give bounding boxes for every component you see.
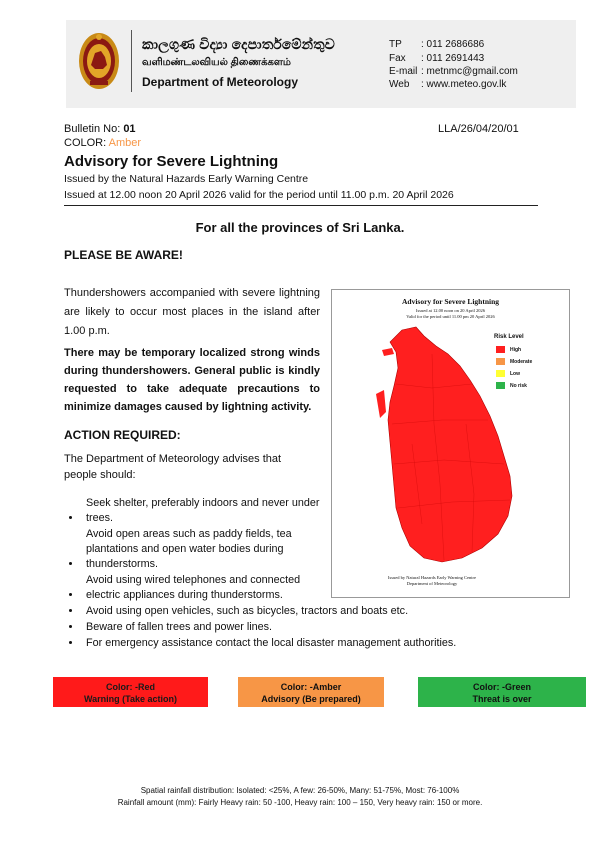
contact-label-web: Web — [389, 79, 410, 90]
warning-red-title: Color: -Red — [106, 682, 155, 692]
issued-at: Issued at 12.00 noon 20 April 2026 valid for the period until 11.00 p.m. 20 April 2026 — [64, 189, 454, 201]
bulletin-number-value: 01 — [123, 123, 136, 135]
divider-line — [64, 205, 538, 206]
warning-red-description: Warning (Take action) — [83, 694, 177, 704]
warning-green-title: Color: -Green — [472, 682, 531, 692]
bulletin-title: Advisory for Severe Lightning — [64, 153, 279, 170]
department-name-english: Department of Meteorology — [142, 75, 299, 89]
contact-label-email: E-mail — [389, 66, 418, 77]
warning-green-description: Threat is over — [472, 694, 532, 704]
contact-label-fax: Fax — [389, 53, 406, 64]
bulletin-number — [64, 123, 136, 135]
list-item: • Beware of fallen trees and power lines. — [82, 620, 552, 635]
provinces-heading: For all the provinces of Sri Lanka. — [195, 220, 405, 235]
footer-spatial-distribution: Spatial rainfall distribution: Isolated: <25%, A few: 26-50%, Many: 51-75%, Most: 76-100% — [140, 786, 460, 795]
warning-box-red — [53, 677, 208, 707]
legend-swatch-no-risk — [496, 382, 505, 389]
jaffna-islands-shape — [382, 348, 394, 356]
sri-lanka-emblem-logo — [77, 31, 121, 91]
contact-value-tp: : 011 2686686 — [421, 39, 485, 50]
bulletin-number-label: Bulletin No: — [64, 123, 124, 135]
action-required-heading: ACTION REQUIRED: — [64, 428, 181, 442]
header-divider — [131, 30, 132, 92]
map-footer-issued-by: Issued by Natural Hazards Early Warning Centre — [387, 575, 477, 580]
issued-by: Issued by the Natural Hazards Early Warning Centre — [64, 173, 309, 185]
legend-swatch-low — [496, 370, 505, 377]
legend-label-high: High — [510, 347, 522, 353]
contact-value-fax: : 011 2691443 — [421, 53, 485, 64]
map-subtitle-valid: Valid for the period until 11.00 pm 20 April 2026 — [406, 314, 495, 319]
advises-paragraph: The Department of Meteorology advises that people should: — [64, 453, 282, 481]
legend-label-moderate: Moderate — [510, 359, 533, 365]
bulletin-reference: LLA/26/04/20/01 — [438, 123, 519, 135]
contact-value-web[interactable]: : www.meteo.gov.lk — [421, 79, 507, 90]
legend-swatch-high — [496, 346, 505, 353]
sri-lanka-risk-map — [362, 324, 532, 574]
risk-map-panel — [331, 289, 570, 598]
bulletin-color-value: Amber — [108, 137, 142, 149]
warning-box-green — [418, 677, 586, 707]
contact-label-tp: TP — [389, 39, 402, 50]
legend-swatch-moderate — [496, 358, 505, 365]
list-item: • Avoid using open vehicles, such as bicycles, tractors and boats etc. — [82, 604, 552, 619]
mannar-island-shape — [376, 390, 386, 418]
list-item: • For emergency assistance contact the local disaster management authorities. — [82, 636, 552, 651]
sri-lanka-island-shape — [388, 327, 512, 562]
legend-label-low: Low — [510, 371, 520, 377]
map-title: Advisory for Severe Lightning — [401, 297, 500, 306]
map-subtitle-issued: Issued at 12.00 noon on 20 April 2026 — [416, 308, 485, 313]
bulletin-color-label: COLOR: — [64, 137, 109, 149]
legend-label-no-risk: No risk — [510, 383, 527, 389]
please-be-aware-heading: PLEASE BE AWARE! — [64, 248, 183, 262]
warning-box-amber — [238, 677, 384, 707]
department-name-tamil: வளிமண்டலவியல் திணைக்களம் — [142, 57, 291, 68]
warning-amber-title: Color: -Amber — [280, 682, 342, 692]
contact-value-email[interactable]: : metnmc@gmail.com — [421, 66, 518, 77]
list-item: • Seek shelter, preferably indoors and never under trees. — [82, 496, 552, 526]
map-footer-department: Department of Meteorology — [406, 581, 458, 586]
list-item: • Avoid using wired telephones and connected electric appliances during thunderstorms. — [82, 573, 552, 603]
bulletin-color — [64, 137, 141, 149]
strong-winds-paragraph: There may be temporary localized strong winds during thundershowers. General public is kindly requested to take adequate precautions to minimize damages caused by lightning activity. — [64, 347, 320, 413]
list-item: • Avoid open areas such as paddy fields, tea plantations and open water bodies during thunderstorms. — [82, 527, 552, 572]
department-name-sinhala: කාලගුණ විද්‍යා දෙපාර්තමේන්තුව — [142, 36, 336, 52]
thundershowers-paragraph: Thundershowers accompanied with severe lightning are likely to occur most places in the island after 1.00 p.m. — [64, 287, 320, 337]
warning-amber-description: Advisory (Be prepared) — [261, 694, 361, 704]
footer-rainfall-amount: Rainfall amount (mm): Fairly Heavy rain: 50 -100, Heavy rain: 100 – 150, Very heavy rain: 150 or more. — [117, 798, 483, 807]
legend-title: Risk Level — [494, 334, 524, 340]
